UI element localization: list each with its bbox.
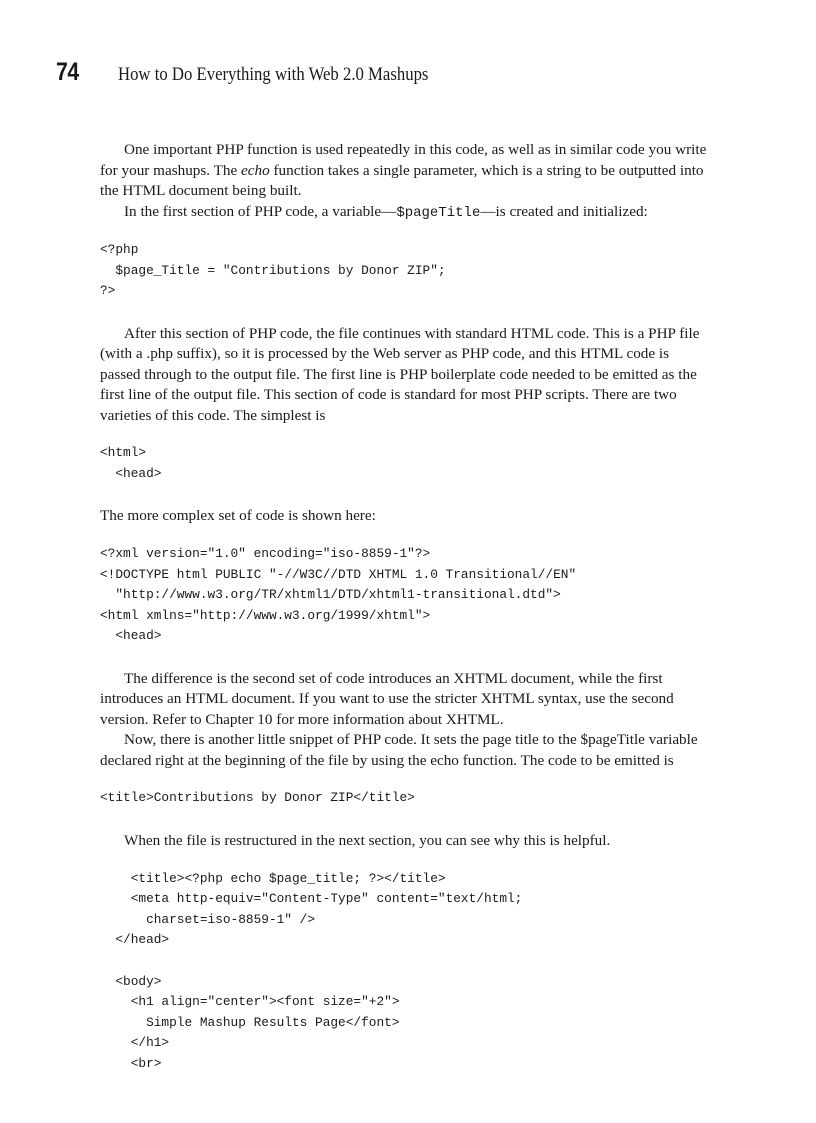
code-line: charset=iso-8859-1" /> <box>100 911 316 927</box>
code-block-title <box>100 788 710 809</box>
code-line: <html xmlns="http://www.w3.org/1999/xhtml"> <box>100 607 431 623</box>
book-title: How to Do Everything with Web 2.0 Mashups <box>118 64 429 85</box>
code-line: <head> <box>100 465 162 481</box>
code-line: <?xml version="1.0" encoding="iso-8859-1"?> <box>100 545 431 561</box>
code-line <box>100 951 710 972</box>
code-line: <body> <box>100 973 162 989</box>
code-block-xhtml-doctype <box>100 544 710 647</box>
paragraph-text: function takes a single parameter, which is a string to be outputted into the HTML document being built. <box>100 161 704 199</box>
code-block-php-variable <box>100 240 710 302</box>
paragraph-html-boilerplate: After this section of PHP code, the file continues with standard HTML code. This is a PHP file (with a .php suffix), so it is processed by the Web server as PHP code, and this HTML code is passed through to the output file. The first line is PHP boilerplate code needed to be emitted as the first line of the output file. This section of code is standard for most PHP scripts. There are two varieties of this code. The simplest is <box>100 324 700 424</box>
code-line: </h1> <box>100 1035 170 1051</box>
paragraph-text: In the first section of PHP code, a variable— <box>124 202 397 220</box>
code-line: <br> <box>100 1055 162 1071</box>
inline-code-page-title: $pageTitle <box>396 204 481 221</box>
code-block-simple-html <box>100 443 710 484</box>
code-line: Simple Mashup Results Page</font> <box>100 1014 400 1030</box>
code-line: </head> <box>100 932 170 948</box>
code-line: <meta http-equiv="Content-Type" content="text/html; <box>100 891 523 907</box>
code-line: ?> <box>100 283 116 299</box>
paragraph-title-snippet: Now, there is another little snippet of PHP code. It sets the page title to the $pageTitle variable declared right at the beginning of the file by using the echo function. The code to be emitted is <box>100 731 698 769</box>
emphasis-echo: echo <box>241 161 270 179</box>
page-number: 74 <box>56 58 79 86</box>
running-header <box>56 58 471 87</box>
paragraph-echo-function <box>100 140 710 202</box>
code-line: <head> <box>100 628 162 644</box>
code-line: $page_Title = "Contributions by Donor ZIP"; <box>100 262 446 278</box>
paragraph-restructure-note: When the file is restructured in the next section, you can see why this is helpful. <box>124 832 611 850</box>
code-line: <html> <box>100 445 147 461</box>
code-line: "http://www.w3.org/TR/xhtml1/DTD/xhtml1-transitional.dtd"> <box>100 587 561 603</box>
page-body <box>100 140 710 1074</box>
paragraph-text: —is created and initialized: <box>480 202 648 220</box>
code-block-head-body <box>100 869 710 1075</box>
paragraph-page-title-variable <box>100 202 710 224</box>
paragraph-xhtml-difference: The difference is the second set of code introduces an XHTML document, while the first introduces an HTML document. If you want to use the stricter XHTML syntax, use the second version. Refer to Chapter 10 for more information about XHTML. <box>100 669 674 728</box>
code-line: <?php <box>100 242 139 257</box>
paragraph-text: One important PHP function is used repeatedly in this code, as well as in similar code you write for your mashups. The <box>100 141 707 179</box>
code-line: <title>Contributions by Donor ZIP</title> <box>100 790 415 806</box>
code-line: <!DOCTYPE html PUBLIC "-//W3C//DTD XHTML 1.0 Transitional//EN" <box>100 566 577 582</box>
paragraph-complex-intro: The more complex set of code is shown here: <box>100 507 376 525</box>
code-line: <title><?php echo $page_title; ?></title> <box>100 870 446 886</box>
code-line: <h1 align="center"><font size="+2"> <box>100 994 400 1010</box>
